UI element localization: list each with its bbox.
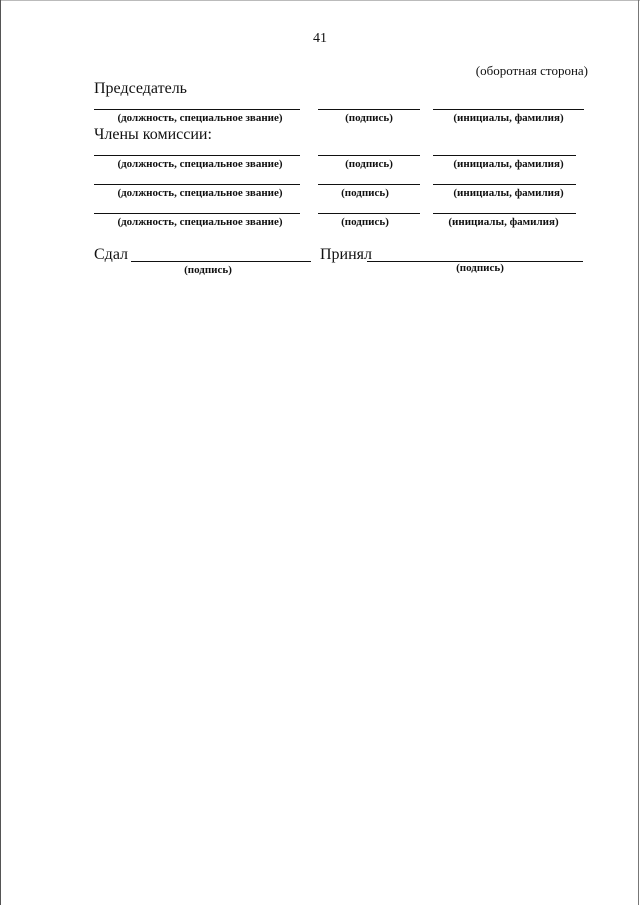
gave-signature-caption: (подпись) xyxy=(184,264,232,276)
member-2-name-caption: (инициалы, фамилия) xyxy=(453,187,564,199)
member-1-position-caption: (должность, специальное звание) xyxy=(117,158,283,170)
member-2-position-caption: (должность, специальное звание) xyxy=(117,187,283,199)
page-number: 41 xyxy=(313,31,327,46)
chairman-title: Председатель xyxy=(94,80,187,97)
reverse-side-label: (оборотная сторона) xyxy=(475,63,588,78)
member-2-signature-caption: (подпись) xyxy=(341,187,389,199)
member-1-name-caption: (инициалы, фамилия) xyxy=(453,158,564,170)
member-3-signature-line[interactable] xyxy=(318,213,420,214)
chairman-position-caption: (должность, специальное звание) xyxy=(117,112,283,124)
member-1-position-line[interactable] xyxy=(94,155,300,156)
chairman-position-line[interactable] xyxy=(94,109,300,110)
chairman-name-line[interactable] xyxy=(433,109,584,110)
page-edge-left xyxy=(0,0,1,905)
page-edge-top xyxy=(0,0,640,1)
member-2-name-line[interactable] xyxy=(433,184,576,185)
chairman-signature-caption: (подпись) xyxy=(345,112,393,124)
gave-label: Сдал xyxy=(94,246,129,263)
member-3-signature-caption: (подпись) xyxy=(341,216,389,228)
member-1-signature-line[interactable] xyxy=(318,155,420,156)
members-title: Члены комиссии: xyxy=(94,126,212,143)
member-3-name-line[interactable] xyxy=(433,213,576,214)
member-3-position-caption: (должность, специальное звание) xyxy=(117,216,283,228)
chairman-name-caption: (инициалы, фамилия) xyxy=(453,112,564,124)
received-signature-caption: (подпись) xyxy=(456,262,504,274)
received-label: Принял xyxy=(320,246,373,263)
member-3-name-caption: (инициалы, фамилия) xyxy=(448,216,559,228)
member-2-signature-line[interactable] xyxy=(318,184,420,185)
page-edge-right xyxy=(638,0,639,905)
gave-signature-line[interactable] xyxy=(131,261,311,262)
member-1-signature-caption: (подпись) xyxy=(345,158,393,170)
member-3-position-line[interactable] xyxy=(94,213,300,214)
member-2-position-line[interactable] xyxy=(94,184,300,185)
member-1-name-line[interactable] xyxy=(433,155,576,156)
chairman-signature-line[interactable] xyxy=(318,109,420,110)
